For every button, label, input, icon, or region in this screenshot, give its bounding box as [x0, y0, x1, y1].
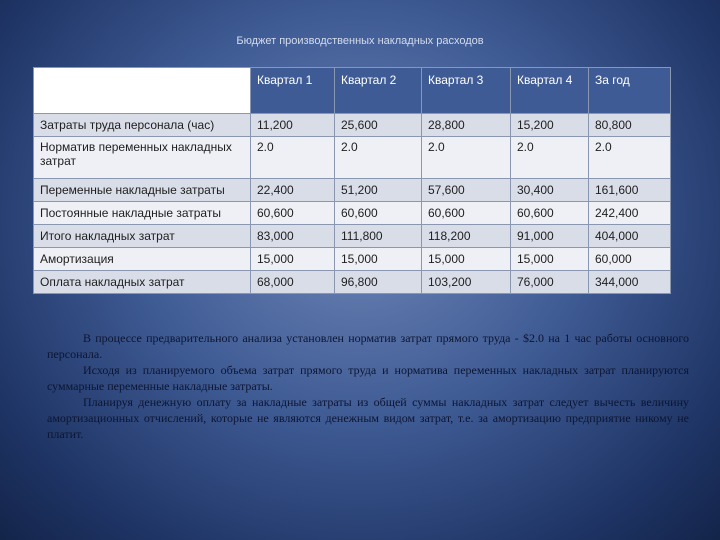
table-cell: 118,200: [422, 225, 511, 248]
table-cell: 25,600: [335, 114, 422, 137]
overhead-budget-table: [33, 67, 671, 294]
header-q3: Квартал 3: [422, 68, 511, 114]
table-cell: 91,000: [511, 225, 589, 248]
table-row: [34, 225, 671, 248]
table-cell: 2.0: [251, 137, 335, 179]
table-cell: 161,600: [589, 179, 671, 202]
table-row: [34, 202, 671, 225]
table-cell: 2.0: [335, 137, 422, 179]
table-cell: 2.0: [589, 137, 671, 179]
table-cell: 15,000: [251, 248, 335, 271]
table-row: [34, 271, 671, 294]
table-cell: 242,400: [589, 202, 671, 225]
row-label: Амортизация: [34, 248, 251, 271]
row-label: Оплата накладных затрат: [34, 271, 251, 294]
table-cell: 60,600: [422, 202, 511, 225]
table-cell: 80,800: [589, 114, 671, 137]
table-cell: 60,600: [335, 202, 422, 225]
row-label: Переменные накладные затраты: [34, 179, 251, 202]
table-row: [34, 137, 671, 179]
table-cell: 344,000: [589, 271, 671, 294]
table-cell: 2.0: [422, 137, 511, 179]
row-label: Постоянные накладные затраты: [34, 202, 251, 225]
table-header-row: [34, 68, 671, 114]
paragraph: В процессе предварительного анализа установлен норматив затрат прямого труда - $2.0 на 1 час работы основного персонала.: [47, 331, 689, 361]
header-q1: Квартал 1: [251, 68, 335, 114]
table-row: [34, 114, 671, 137]
table-cell: 30,400: [511, 179, 589, 202]
table-cell: 111,800: [335, 225, 422, 248]
page-title: Бюджет производственных накладных расходов: [236, 35, 484, 47]
table-cell: 83,000: [251, 225, 335, 248]
table-cell: 51,200: [335, 179, 422, 202]
table-cell: 103,200: [422, 271, 511, 294]
table-cell: 57,600: [422, 179, 511, 202]
table-cell: 15,000: [422, 248, 511, 271]
table-cell: 76,000: [511, 271, 589, 294]
paragraph: Планируя денежную оплату за накладные затраты из общей суммы накладных затрат следует вычесть величину амортизационных отчислений, которые не являются денежным видом затрат, т.е. за амортизацию предприятие никому не платит.: [47, 395, 689, 441]
table-cell: 15,200: [511, 114, 589, 137]
header-q2: Квартал 2: [335, 68, 422, 114]
table-cell: 15,000: [511, 248, 589, 271]
row-label: Итого накладных затрат: [34, 225, 251, 248]
table-row: [34, 179, 671, 202]
table-cell: 404,000: [589, 225, 671, 248]
header-year: За год: [589, 68, 671, 114]
table-cell: 68,000: [251, 271, 335, 294]
row-label: Затраты труда персонала (час): [34, 114, 251, 137]
table-cell: 2.0: [511, 137, 589, 179]
table-cell: 96,800: [335, 271, 422, 294]
table-row: [34, 248, 671, 271]
table-cell: 60,600: [251, 202, 335, 225]
table-cell: 60,600: [511, 202, 589, 225]
row-label: Норматив переменных накладных затрат: [34, 137, 251, 179]
header-q4: Квартал 4: [511, 68, 589, 114]
table-cell: 11,200: [251, 114, 335, 137]
header-cell-empty: [34, 68, 251, 114]
table-cell: 15,000: [335, 248, 422, 271]
body-text: [47, 330, 689, 442]
paragraph: Исходя из планируемого объема затрат прямого труда и норматива переменных накладных затрат планируются суммарные переменные накладные затраты.: [47, 363, 689, 393]
table-cell: 22,400: [251, 179, 335, 202]
table-cell: 28,800: [422, 114, 511, 137]
table-cell: 60,000: [589, 248, 671, 271]
